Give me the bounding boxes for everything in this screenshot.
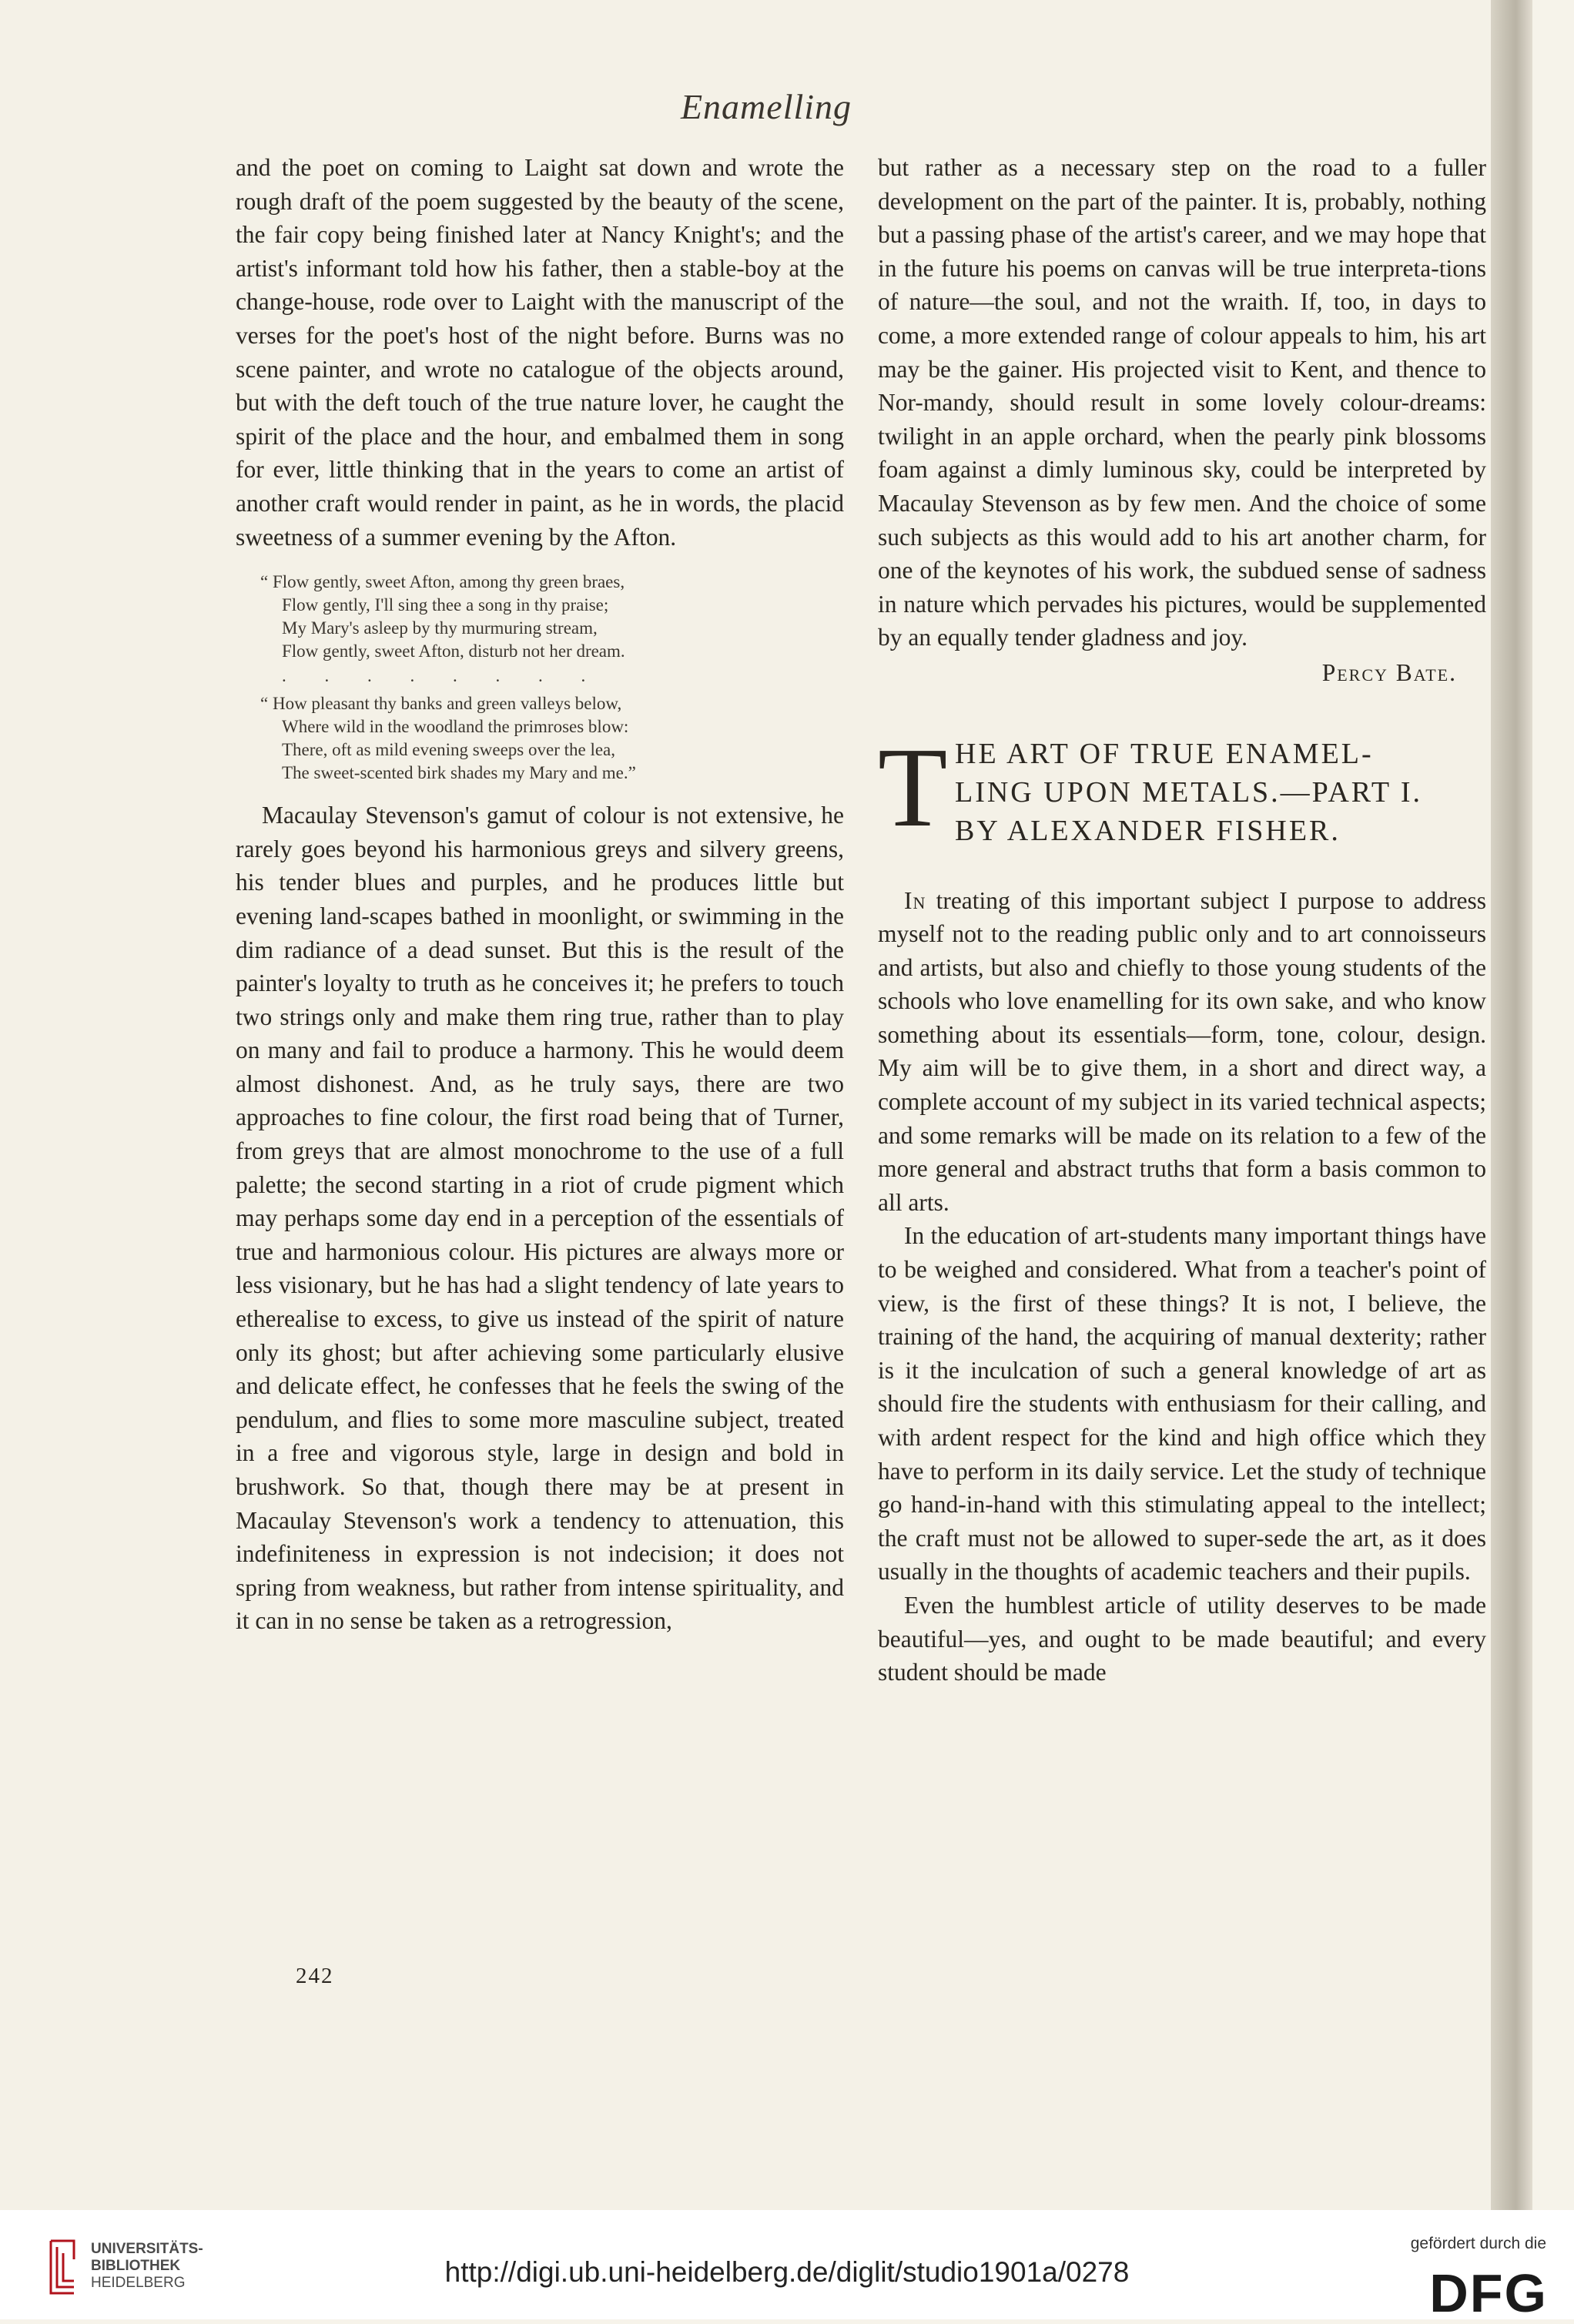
verse-line: “ How pleasant thy banks and green valleys below, [260, 694, 622, 714]
lead-word: In [904, 886, 926, 914]
library-name-line: UNIVERSITÄTS- [91, 2241, 203, 2257]
verse-line: There, oft as mild evening sweeps over the lea, [282, 740, 616, 760]
article-heading [878, 724, 1486, 851]
page-number: 242 [296, 1964, 334, 1988]
verse-line: Where wild in the woodland the primroses blow: [282, 717, 629, 737]
drop-cap: T [878, 724, 948, 851]
right-paragraph-3: In the education of art-students many important things have to be weighed and considered. What from a teacher's point of view, is the first of these things? It is not, I believe, the training of the hand, the acquiring of manual dexterity; rather is it the inculcation of such a general knowledge of art as should fire the students with enthusiasm for their calling, and with ardent respect for the kind and high office which they have to perform in its daily service. Let the study of technique go hand-in-hand with this stimulating appeal to the intellect; the craft must not be allowed to super-sede the art, as it does usually in the thoughts of academic teachers and their pupils. [878, 1222, 1486, 1586]
left-paragraph-2: Macaulay Stevenson's gamut of colour is not extensive, he rarely goes beyond his harmonious greys and silvery greens, his tender blues and purples, and he produces little but evening land-scapes bathed in moonlight, or swimming in the dim radiance of a dead sunset. But this is the result of the painter's loyalty to truth as he conceives it; he prefers to touch two strings only and make them ring true, rather than to play on many and fail to produce a harmony. This he would deem almost dishonest. And, as he truly says, there are two approaches to fine colour, the first road being that of Turner, from greys that are almost monochrome to the use of a full palette; the second starting in a riot of crude pigment which may perhaps some day end in a perception of the essentials of true and harmonious colour. His pictures are always more or less visionary, but he has had a slight tendency of late years to etherealise to excess, to give us instead of the spirit of nature only its ghost; but after achieving some particularly elusive and delicate effect, he confesses that he feels the swing of the pendulum, and flies to some more masculine subject, treated in a free and vigorous style, large in design and bold in brushwork. So that, though there may be at present in Macaulay Stevenson's work a tendency to attenuation, this indefiniteness in expression is not indecision; it does not spring from weakness, but rather from intense spirituality, and it can in no sense be taken as a retrogression, [236, 802, 844, 1635]
library-name-line: BIBLIOTHEK [91, 2258, 181, 2274]
source-url-link[interactable]: http://digi.ub.uni-heidelberg.de/diglit/studio1901a/0278 [444, 2256, 1130, 2288]
right-paragraph-4: Even the humblest article of utility deserves to be made beautiful—yes, and ought to be made beautiful; and every student should be made [878, 1591, 1486, 1686]
funding-note: gefördert durch die [1410, 2235, 1546, 2252]
left-column [236, 151, 844, 1638]
right-paragraph-2-text: treating of this important subject I purpose to address myself not to the reading public only and to art connoisseurs and artists, but also and chiefly to those young students of the schools who love enamelling for its own sake, and who know something about its essentials—form, tone, colour, design. My aim will be to give them, in a short and direct way, a complete account of my subject in its varied technical aspects; and some remarks will be made on its relation to a few of the more general and abstract truths that form a basis common to all arts. [878, 886, 1486, 1216]
article-title-line: HE ART OF TRUE ENAMEL- [955, 737, 1374, 770]
verse-ellipsis: . . . . . . . . [282, 666, 603, 686]
page-edge-shadow [1491, 0, 1532, 2210]
verse-line: “ Flow gently, sweet Afton, among thy green braes, [260, 572, 625, 592]
right-paragraph-1: but rather as a necessary step on the road to a fuller development on the part of the painter. It is, probably, nothing but a passing phase of the artist's career, and we may hope that in the future his poems on canvas will be true interpreta-tions of nature—the soul, and not the wraith. If, too, in days to come, a more extended range of colour appeals to him, his art may be the gainer. His projected visit to Kent, and thence to Nor-mandy, should result in some lovely colour-dreams: twilight in an apple orchard, when the pearly pink blossoms foam against a dimly luminous sky, could be interpreted by Macaulay Stevenson as by few men. And the choice of some such subjects as this would add to his art another charm, for one of the keynotes of his work, the subdued sense of sadness in nature which pervades his pictures, would be supplemented by an equally tender gladness and joy. [878, 154, 1486, 651]
right-paragraph-2 [878, 884, 1486, 1220]
article-title-line: BY ALEXANDER FISHER. [955, 814, 1341, 847]
verse-line: Flow gently, sweet Afton, disturb not her dream. [282, 641, 625, 661]
verse-line: The sweet-scented birk shades my Mary and me.” [282, 763, 636, 783]
left-paragraph-1: and the poet on coming to Laight sat down and wrote the rough draft of the poem suggested by the beauty of the scene, the fair copy being finished later at Nancy Knight's; and the artist's informant told how his father, then a stable-boy at the change-house, rode over to Laight with the manuscript of the verses for the poet's host of the night before. Burns was no scene painter, and wrote no catalogue of the objects around, but with the deft touch of the true nature lover, he caught the spirit of the place and the hour, and embalmed them in song for ever, little thinking that in the years to come an artist of another craft would render in paint, as he in words, the placid sweetness of a summer evening by the Afton. [236, 154, 844, 551]
verse-line: Flow gently, I'll sing thee a song in thy praise; [282, 595, 609, 615]
verse-line: My Mary's asleep by thy murmuring stream, [282, 618, 598, 638]
library-name-line: HEIDELBERG [91, 2275, 186, 2291]
article-title [955, 735, 1486, 850]
verse-block [260, 571, 844, 785]
author-signature: Percy Bate. [1321, 658, 1457, 686]
right-column [878, 151, 1486, 1689]
running-head: Enamelling [680, 87, 852, 126]
dfg-logo: DFG [1429, 2263, 1548, 2323]
article-title-line: LING UPON METALS.—PART I. [955, 775, 1422, 809]
